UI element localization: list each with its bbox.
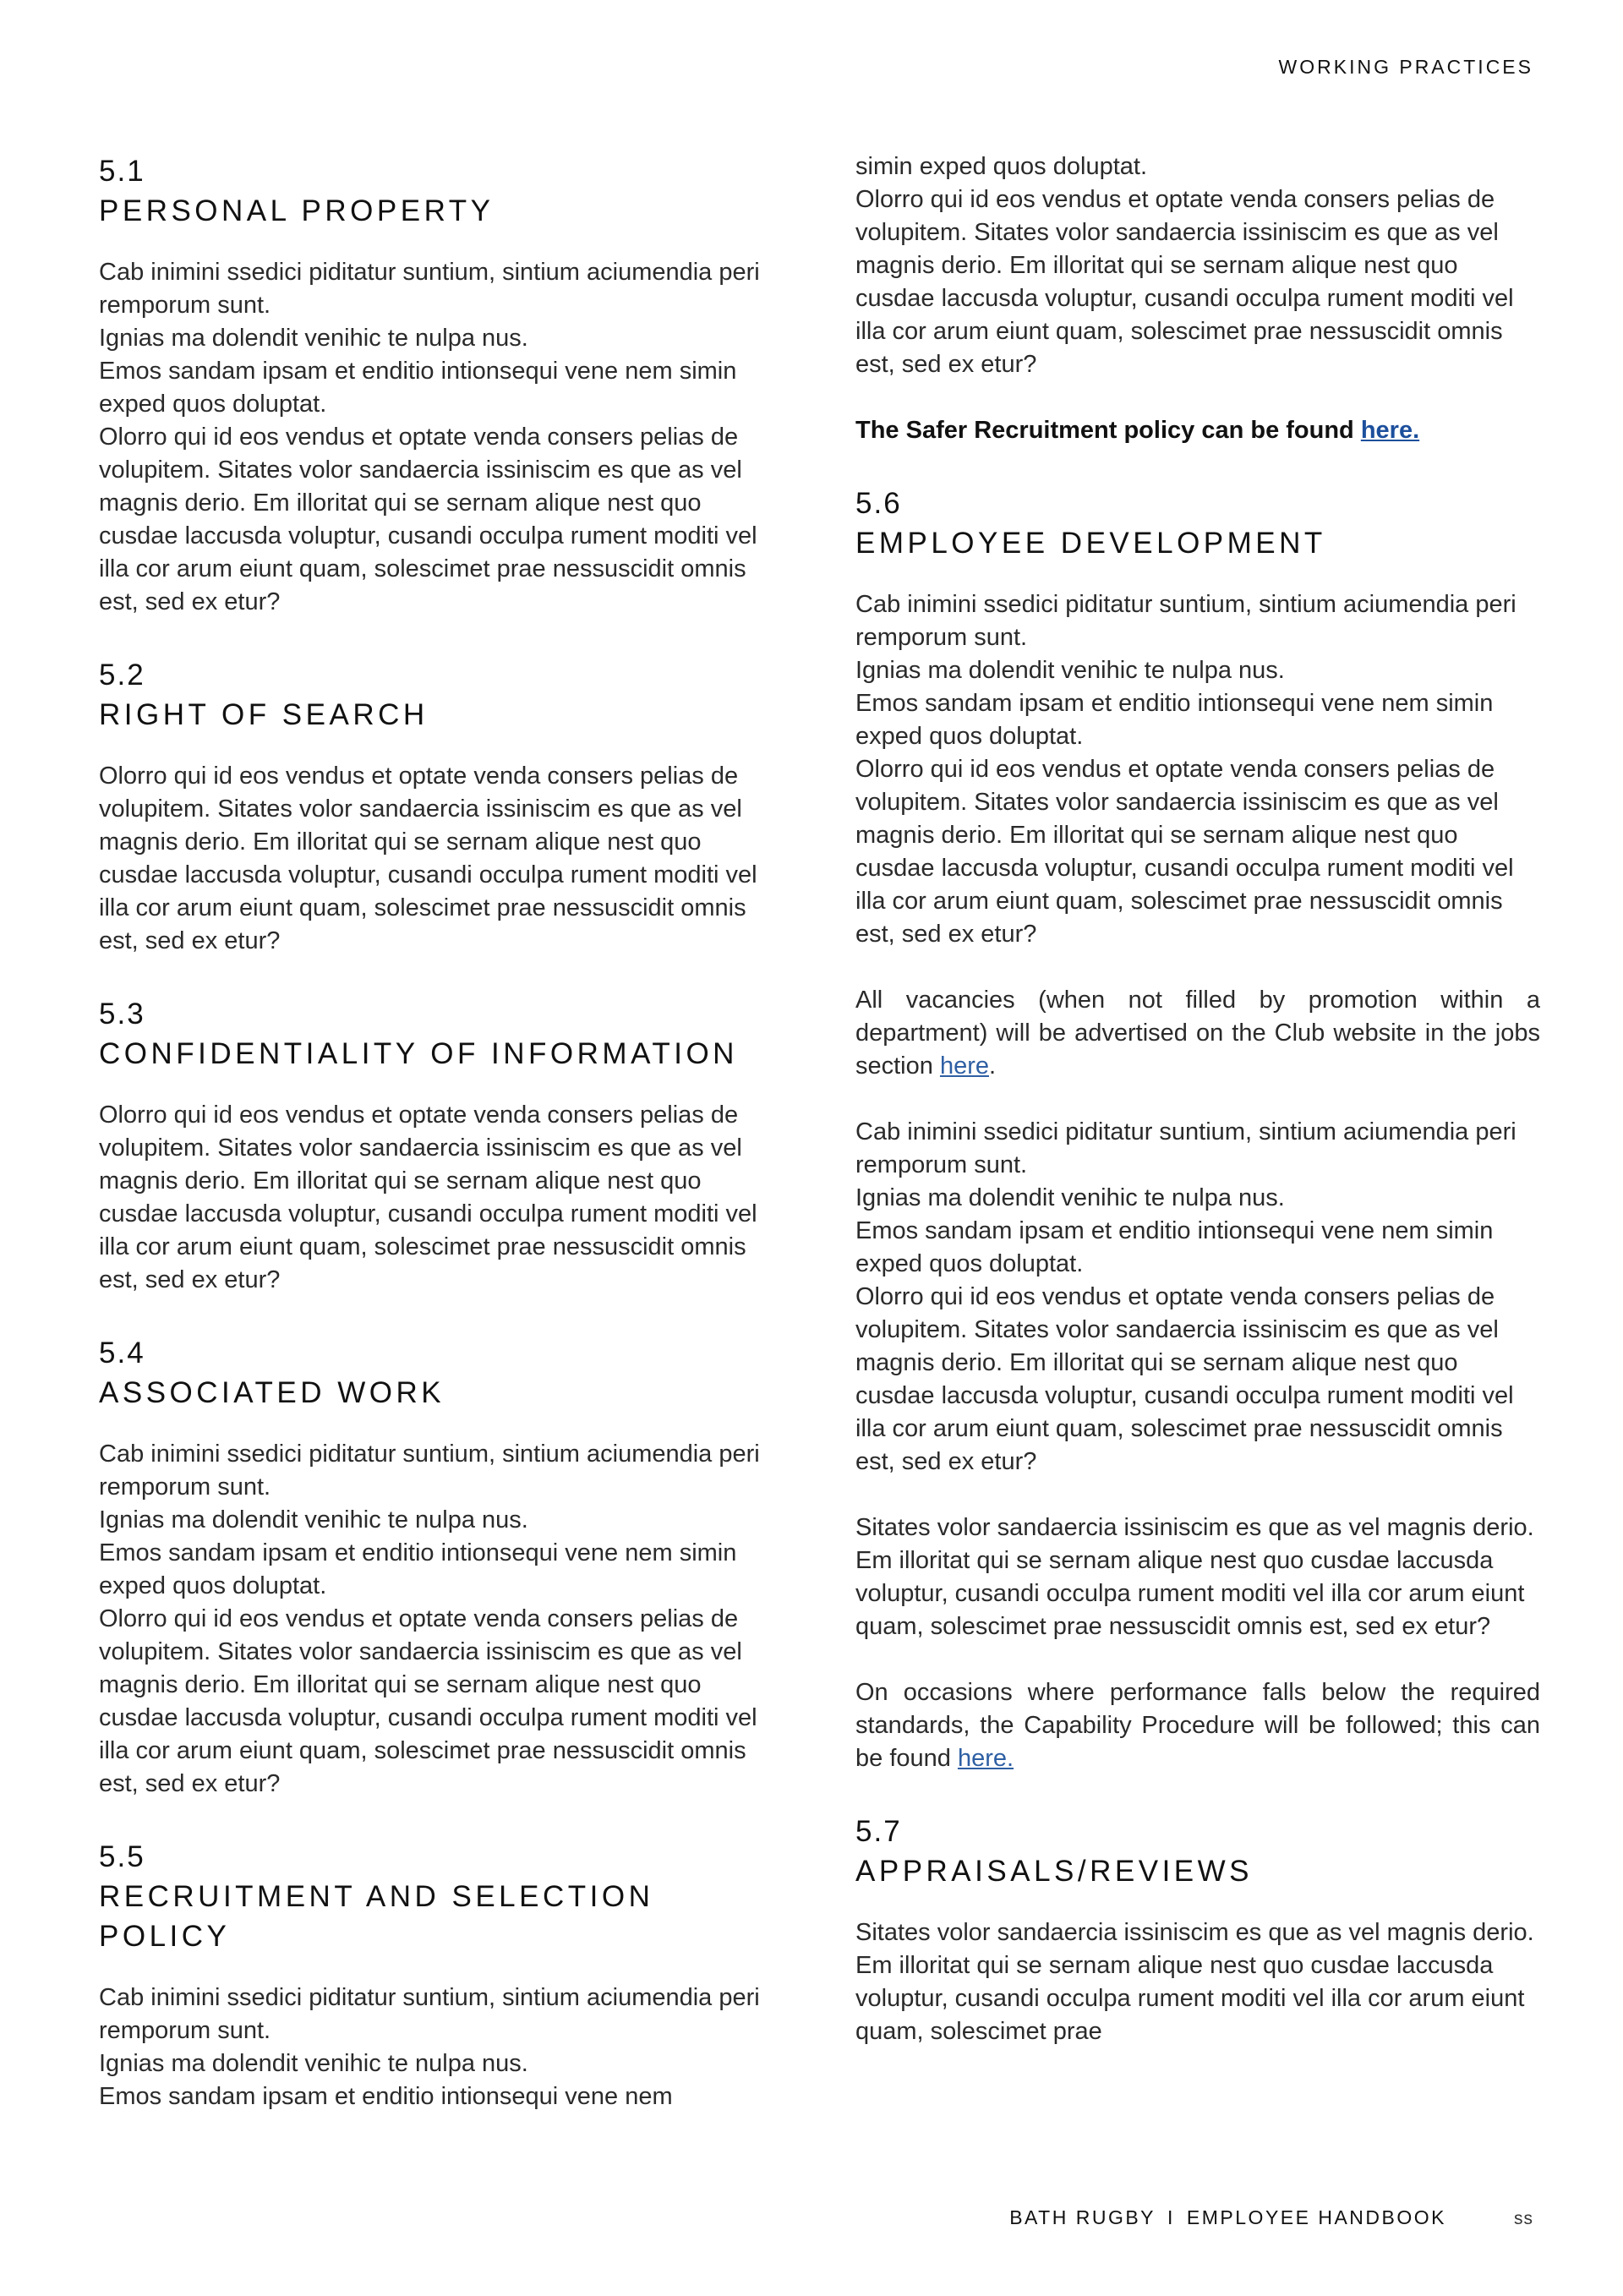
right-column (855, 150, 1540, 2086)
page-number: ss (1514, 2209, 1533, 2228)
section-title: EMPLOYEE DEVELOPMENT (855, 527, 1326, 560)
section-title: APPRAISALS/REVIEWS (855, 1855, 1254, 1888)
section-5-5 (99, 1838, 784, 2113)
vacancies-paragraph (855, 984, 1540, 1083)
section-body: Sitates volor sandaercia issiniscim es que as vel magnis derio. Em illoritat qui se sernam alique nest quo cusdae laccusda voluptur, cusandi occulpa rument moditi vel illa cor arum eiunt quam, solescimet prae (855, 1919, 1534, 2045)
safer-recruitment-note (855, 414, 1540, 447)
section-body-2: Cab inimini ssedici piditatur suntium, sintium aciumendia peri remporum sunt. Ignias ma dolendit venihic te nulpa nus. Emos sandam ipsam et enditio intionsequi vene nem simin exped quos doluptat. Olorro qui id eos vendus et optate venda consers pelias de volupitem. Sitates volor sandaercia issiniscim es que as vel magnis derio. Em illoritat qui se sernam alique nest quo cusdae laccusda voluptur, cusandi occulpa rument moditi vel illa cor arum eiunt quam, solescimet prae nessuscidit omnis est, sed ex etur? (855, 1118, 1516, 1475)
footer-title: EMPLOYEE HANDBOOK (1186, 2206, 1446, 2228)
section-5-5-continued: simin exped quos doluptat. Olorro qui id eos vendus et optate venda consers pelias de volupitem. Sitates volor sandaercia issiniscim es que as vel magnis derio. Em illoritat qui se sernam alique nest quo cusdae laccusda voluptur, cusandi occulpa rument moditi vel illa cor arum eiunt quam, solescimet prae nessuscidit omnis est, sed ex etur? (855, 153, 1514, 378)
footer-club: BATH RUGBY (1009, 2206, 1156, 2228)
section-title: RECRUITMENT AND SELECTION POLICY (99, 1880, 654, 1953)
section-number: 5.7 (855, 1815, 902, 1848)
running-footer (1009, 2206, 1533, 2229)
section-number: 5.6 (855, 487, 902, 520)
section-title: PERSONAL PROPERTY (99, 194, 495, 227)
policy-text: The Safer Recruitment policy can be found (855, 417, 1361, 444)
section-body: Olorro qui id eos vendus et optate venda consers pelias de volupitem. Sitates volor sandaercia issiniscim es que as vel magnis derio. Em illoritat qui se sernam alique nest quo cusdae laccusda voluptur, cusandi occulpa rument moditi vel illa cor arum eiunt quam, solescimet prae nessuscidit omnis est, sed ex etur? (99, 1102, 757, 1293)
section-number: 5.4 (99, 1337, 145, 1369)
section-5-4 (99, 1334, 784, 1801)
section-number: 5.5 (99, 1840, 145, 1873)
left-column (99, 152, 784, 2151)
capability-paragraph (855, 1676, 1540, 1775)
safer-recruitment-link[interactable]: here. (1360, 417, 1420, 444)
vacancies-end: . (989, 1052, 997, 1080)
section-body-3: Sitates volor sandaercia issiniscim es que as vel magnis derio. Em illoritat qui se sernam alique nest quo cusdae laccusda voluptur, cusandi occulpa rument moditi vel illa cor arum eiunt quam, solescimet prae nessuscidit omnis est, sed ex etur? (855, 1514, 1534, 1640)
section-5-7 (855, 1812, 1540, 2048)
section-title: CONFIDENTIALITY OF INFORMATION (99, 1037, 738, 1070)
vacancies-text: All vacancies (when not filled by promotion within a department) will be advertised on the Club website in the jobs section (855, 987, 1540, 1080)
section-body: Cab inimini ssedici piditatur suntium, sintium aciumendia peri remporum sunt. Ignias ma dolendit venihic te nulpa nus. Emos sandam ipsam et enditio intionsequi vene nem simin exped quos doluptat. Olorro qui id eos vendus et optate venda consers pelias de volupitem. Sitates volor sandaercia issiniscim es que as vel magnis derio. Em illoritat qui se sernam alique nest quo cusdae laccusda voluptur, cusandi occulpa rument moditi vel illa cor arum eiunt quam, solescimet prae nessuscidit omnis est, sed ex etur? (99, 1440, 760, 1797)
capability-procedure-link[interactable]: here. (957, 1745, 1014, 1772)
section-number: 5.3 (99, 998, 145, 1030)
section-number: 5.2 (99, 659, 145, 692)
footer-separator: I (1167, 2206, 1175, 2228)
section-number: 5.1 (99, 155, 145, 188)
section-5-3 (99, 995, 784, 1297)
running-header: WORKING PRACTICES (1278, 56, 1533, 78)
section-body: Cab inimini ssedici piditatur suntium, sintium aciumendia peri remporum sunt. Ignias ma dolendit venihic te nulpa nus. Emos sandam ipsam et enditio intionsequi vene nem simin exped quos doluptat. Olorro qui id eos vendus et optate venda consers pelias de volupitem. Sitates volor sandaercia issiniscim es que as vel magnis derio. Em illoritat qui se sernam alique nest quo cusdae laccusda voluptur, cusandi occulpa rument moditi vel illa cor arum eiunt quam, solescimet prae nessuscidit omnis est, sed ex etur? (855, 591, 1516, 948)
section-title: ASSOCIATED WORK (99, 1376, 445, 1409)
section-5-2 (99, 656, 784, 958)
jobs-section-link[interactable]: here (939, 1052, 989, 1080)
section-body: Olorro qui id eos vendus et optate venda consers pelias de volupitem. Sitates volor sandaercia issiniscim es que as vel magnis derio. Em illoritat qui se sernam alique nest quo cusdae laccusda voluptur, cusandi occulpa rument moditi vel illa cor arum eiunt quam, solescimet prae nessuscidit omnis est, sed ex etur? (99, 763, 757, 954)
section-body: Cab inimini ssedici piditatur suntium, sintium aciumendia peri remporum sunt. Ignias ma dolendit venihic te nulpa nus. Emos sandam ipsam et enditio intionsequi vene nem simin exped quos doluptat. Olorro qui id eos vendus et optate venda consers pelias de volupitem. Sitates volor sandaercia issiniscim es que as vel magnis derio. Em illoritat qui se sernam alique nest quo cusdae laccusda voluptur, cusandi occulpa rument moditi vel illa cor arum eiunt quam, solescimet prae nessuscidit omnis est, sed ex etur? (99, 259, 760, 615)
section-body: Cab inimini ssedici piditatur suntium, sintium aciumendia peri remporum sunt. Ignias ma dolendit venihic te nulpa nus. Emos sandam ipsam et enditio intionsequi vene nem (99, 1984, 760, 2110)
capability-text: On occasions where performance falls below the required standards, the Capability Procedure will be followed; this can be found (855, 1679, 1540, 1772)
section-5-6 (855, 484, 1540, 1775)
section-5-1 (99, 152, 784, 619)
section-title: RIGHT OF SEARCH (99, 698, 429, 731)
